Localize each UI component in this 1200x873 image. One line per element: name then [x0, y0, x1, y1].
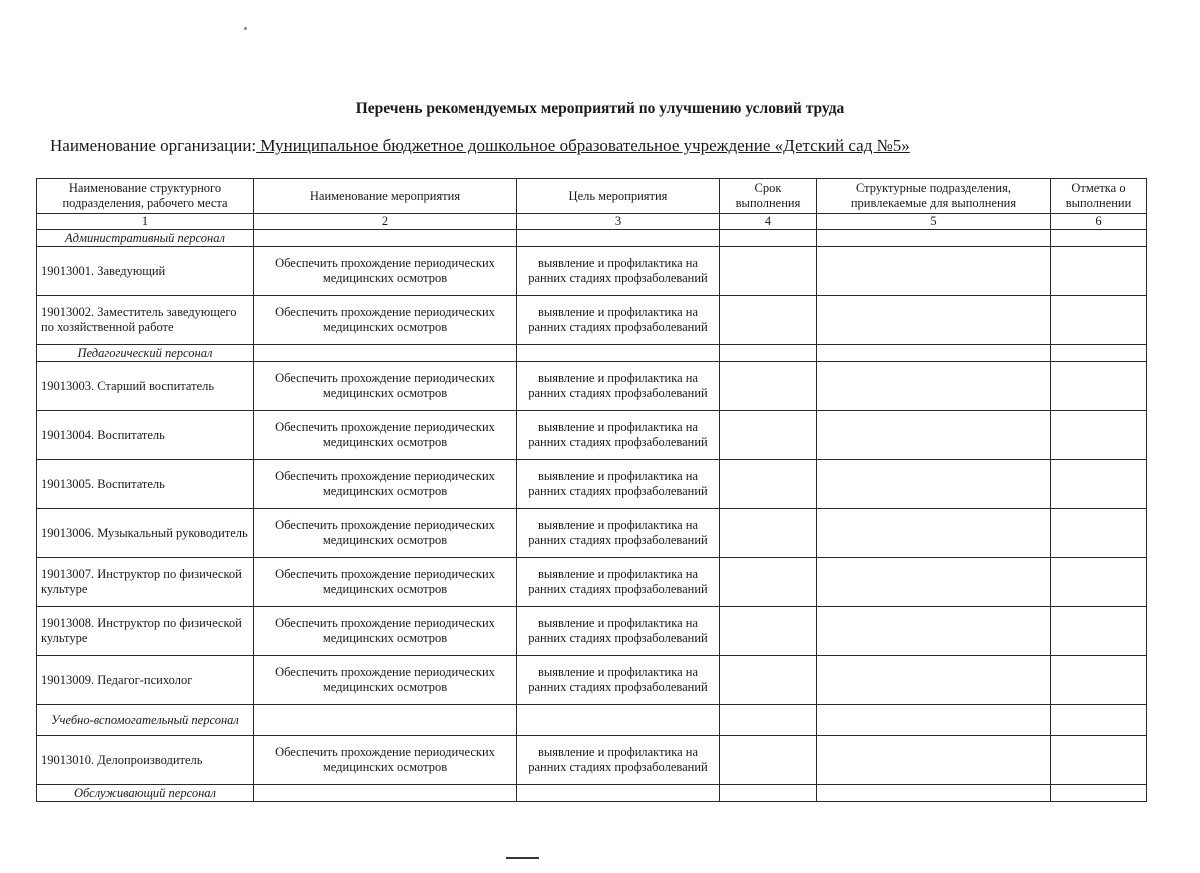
workplace-cell: 19013004. Воспитатель: [37, 411, 254, 460]
page-footer-dash: [506, 857, 539, 859]
goal-cell: выявление и профилактика на ранних стадиях профзаболеваний: [517, 296, 720, 345]
section-row: [37, 230, 1147, 247]
table-row: [37, 509, 1147, 558]
table-row: [37, 411, 1147, 460]
completion-mark-cell: [1051, 460, 1147, 509]
deadline-cell: [720, 411, 817, 460]
measure-cell: Обеспечить прохождение периодических медицинских осмотров: [254, 247, 517, 296]
empty-cell: [720, 705, 817, 736]
workplace-cell: 19013001. Заведующий: [37, 247, 254, 296]
column-number: 6: [1051, 214, 1147, 230]
column-number: 1: [37, 214, 254, 230]
completion-mark-cell: [1051, 656, 1147, 705]
deadline-cell: [720, 558, 817, 607]
section-title: Обслуживающий персонал: [37, 785, 254, 802]
document-title: Перечень рекомендуемых мероприятий по улучшению условий труда: [355, 100, 845, 117]
goal-cell: выявление и профилактика на ранних стадиях профзаболеваний: [517, 558, 720, 607]
empty-cell: [1051, 785, 1147, 802]
empty-cell: [254, 230, 517, 247]
table-row: [37, 362, 1147, 411]
empty-cell: [254, 785, 517, 802]
empty-cell: [817, 345, 1051, 362]
deadline-cell: [720, 607, 817, 656]
measure-cell: Обеспечить прохождение периодических медицинских осмотров: [254, 509, 517, 558]
table-row: [37, 736, 1147, 785]
deadline-cell: [720, 296, 817, 345]
workplace-cell: 19013006. Музыкальный руководитель: [37, 509, 254, 558]
section-title: Учебно-вспомогательный персонал: [37, 705, 254, 736]
departments-cell: [817, 607, 1051, 656]
empty-cell: [1051, 230, 1147, 247]
scan-speck: [244, 27, 247, 30]
goal-cell: выявление и профилактика на ранних стадиях профзаболеваний: [517, 247, 720, 296]
goal-cell: выявление и профилактика на ранних стадиях профзаболеваний: [517, 362, 720, 411]
completion-mark-cell: [1051, 296, 1147, 345]
empty-cell: [1051, 345, 1147, 362]
completion-mark-cell: [1051, 607, 1147, 656]
header-departments: Структурные подразделения, привлекаемые для выполнения: [817, 179, 1051, 214]
deadline-cell: [720, 656, 817, 705]
column-number: 5: [817, 214, 1051, 230]
section-title: Педагогический персонал: [37, 345, 254, 362]
goal-cell: выявление и профилактика на ранних стадиях профзаболеваний: [517, 656, 720, 705]
goal-cell: выявление и профилактика на ранних стадиях профзаболеваний: [517, 411, 720, 460]
workplace-cell: 19013008. Инструктор по физической культуре: [37, 607, 254, 656]
departments-cell: [817, 411, 1051, 460]
empty-cell: [517, 230, 720, 247]
measure-cell: Обеспечить прохождение периодических медицинских осмотров: [254, 607, 517, 656]
completion-mark-cell: [1051, 411, 1147, 460]
empty-cell: [817, 785, 1051, 802]
empty-cell: [720, 785, 817, 802]
organization-line: [50, 136, 910, 156]
column-number-row: [37, 214, 1147, 230]
workplace-cell: 19013003. Старший воспитатель: [37, 362, 254, 411]
workplace-cell: 19013009. Педагог-психолог: [37, 656, 254, 705]
organization-name: Муниципальное бюджетное дошкольное образовательное учреждение «Детский сад №5»: [256, 136, 910, 155]
header-goal: Цель мероприятия: [517, 179, 720, 214]
departments-cell: [817, 460, 1051, 509]
measure-cell: Обеспечить прохождение периодических медицинских осмотров: [254, 362, 517, 411]
measure-cell: Обеспечить прохождение периодических медицинских осмотров: [254, 460, 517, 509]
measure-cell: Обеспечить прохождение периодических медицинских осмотров: [254, 656, 517, 705]
deadline-cell: [720, 247, 817, 296]
section-row: [37, 705, 1147, 736]
section-row: [37, 345, 1147, 362]
header-row: [37, 179, 1147, 214]
column-number: 3: [517, 214, 720, 230]
completion-mark-cell: [1051, 736, 1147, 785]
departments-cell: [817, 296, 1051, 345]
deadline-cell: [720, 509, 817, 558]
empty-cell: [517, 345, 720, 362]
empty-cell: [817, 705, 1051, 736]
departments-cell: [817, 736, 1051, 785]
empty-cell: [254, 345, 517, 362]
header-completion-mark: Отметка о выполнении: [1051, 179, 1147, 214]
measures-table: [36, 178, 1147, 802]
header-measure: Наименование мероприятия: [254, 179, 517, 214]
column-number: 4: [720, 214, 817, 230]
goal-cell: выявление и профилактика на ранних стадиях профзаболеваний: [517, 460, 720, 509]
measure-cell: Обеспечить прохождение периодических медицинских осмотров: [254, 296, 517, 345]
deadline-cell: [720, 362, 817, 411]
empty-cell: [517, 785, 720, 802]
header-workplace: Наименование структурного подразделения, рабочего места: [37, 179, 254, 214]
deadline-cell: [720, 460, 817, 509]
header-deadline: Срок выполнения: [720, 179, 817, 214]
empty-cell: [817, 230, 1051, 247]
departments-cell: [817, 362, 1051, 411]
organization-label: Наименование организации:: [50, 136, 257, 155]
table-row: [37, 607, 1147, 656]
table-row: [37, 460, 1147, 509]
departments-cell: [817, 247, 1051, 296]
completion-mark-cell: [1051, 362, 1147, 411]
column-number: 2: [254, 214, 517, 230]
departments-cell: [817, 509, 1051, 558]
departments-cell: [817, 558, 1051, 607]
goal-cell: выявление и профилактика на ранних стадиях профзаболеваний: [517, 607, 720, 656]
deadline-cell: [720, 736, 817, 785]
completion-mark-cell: [1051, 509, 1147, 558]
empty-cell: [1051, 705, 1147, 736]
table-body: [37, 230, 1147, 802]
workplace-cell: 19013002. Заместитель заведующего по хозяйственной работе: [37, 296, 254, 345]
empty-cell: [254, 705, 517, 736]
empty-cell: [720, 345, 817, 362]
section-row: [37, 785, 1147, 802]
completion-mark-cell: [1051, 247, 1147, 296]
table-row: [37, 296, 1147, 345]
empty-cell: [720, 230, 817, 247]
table-row: [37, 247, 1147, 296]
measure-cell: Обеспечить прохождение периодических медицинских осмотров: [254, 411, 517, 460]
goal-cell: выявление и профилактика на ранних стадиях профзаболеваний: [517, 736, 720, 785]
table-row: [37, 558, 1147, 607]
departments-cell: [817, 656, 1051, 705]
table-row: [37, 656, 1147, 705]
workplace-cell: 19013007. Инструктор по физической культуре: [37, 558, 254, 607]
measure-cell: Обеспечить прохождение периодических медицинских осмотров: [254, 736, 517, 785]
completion-mark-cell: [1051, 558, 1147, 607]
empty-cell: [517, 705, 720, 736]
workplace-cell: 19013010. Делопроизводитель: [37, 736, 254, 785]
workplace-cell: 19013005. Воспитатель: [37, 460, 254, 509]
measure-cell: Обеспечить прохождение периодических медицинских осмотров: [254, 558, 517, 607]
goal-cell: выявление и профилактика на ранних стадиях профзаболеваний: [517, 509, 720, 558]
section-title: Административный персонал: [37, 230, 254, 247]
